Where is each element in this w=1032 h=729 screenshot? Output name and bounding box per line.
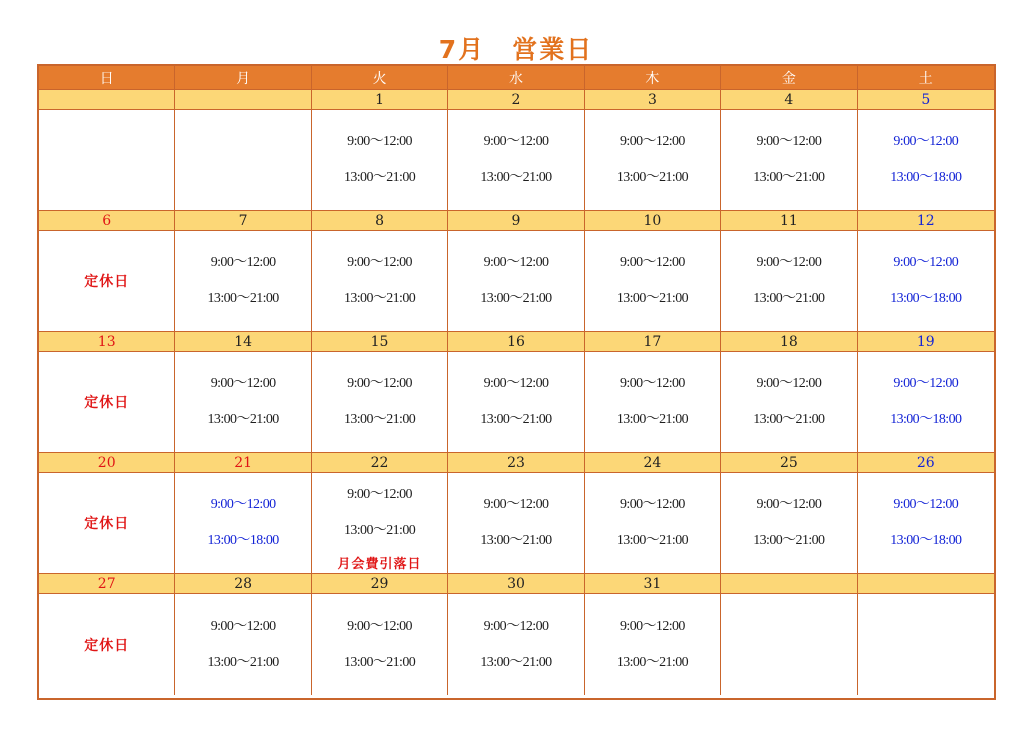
day-cell	[448, 231, 584, 332]
day-cell	[721, 352, 857, 453]
morning-hours: 9:00～12:00	[483, 376, 549, 391]
date-number: 11	[721, 211, 857, 231]
date-number: 16	[448, 332, 584, 352]
day-cell	[858, 473, 994, 574]
date-number: 9	[448, 211, 584, 231]
morning-hours: 9:00～12:00	[483, 134, 549, 149]
date-number: 21	[175, 453, 311, 473]
date-number	[858, 574, 994, 594]
day-cell	[585, 110, 721, 211]
morning-hours: 9:00～12:00	[347, 255, 412, 270]
date-number: 25	[721, 453, 857, 473]
day-cell	[39, 110, 175, 211]
day-cell	[585, 231, 721, 332]
day-cell	[175, 594, 311, 695]
morning-hours: 9:00～12:00	[756, 134, 822, 149]
date-number: 15	[312, 332, 448, 352]
day-cell	[312, 352, 448, 453]
morning-hours: 9:00～12:00	[483, 618, 549, 634]
morning-hours: 9:00～12:00	[210, 618, 276, 634]
day-cell	[585, 473, 721, 574]
afternoon-hours: 13:00～18:00	[890, 533, 962, 548]
weekday-header-fri: 金	[721, 66, 857, 90]
afternoon-hours: 13:00～21:00	[753, 291, 825, 306]
afternoon-hours: 13:00～21:00	[753, 412, 825, 427]
morning-hours: 9:00～12:00	[347, 376, 412, 391]
date-number: 31	[585, 574, 721, 594]
afternoon-hours: 13:00～21:00	[343, 412, 416, 427]
day-cell	[721, 473, 857, 574]
afternoon-hours: 13:00～21:00	[616, 654, 689, 670]
date-number: 5	[858, 90, 994, 110]
day-cell	[39, 352, 175, 453]
afternoon-hours: 13:00～21:00	[480, 291, 552, 306]
day-cell	[175, 110, 311, 211]
closed-day-label: 定休日	[84, 395, 130, 411]
morning-hours: 9:00～12:00	[347, 618, 412, 634]
day-cell	[39, 231, 175, 332]
date-number: 17	[585, 332, 721, 352]
day-cell	[39, 594, 175, 695]
closed-day-label: 定休日	[84, 516, 130, 532]
date-number	[39, 90, 175, 110]
date-number	[721, 574, 857, 594]
date-number: 14	[175, 332, 311, 352]
morning-hours: 9:00～12:00	[483, 497, 549, 512]
date-number	[175, 90, 311, 110]
date-number: 4	[721, 90, 857, 110]
morning-hours: 9:00～12:00	[620, 134, 685, 149]
afternoon-hours: 13:00～21:00	[616, 412, 689, 427]
day-cell	[448, 110, 584, 211]
afternoon-hours: 13:00～21:00	[753, 533, 825, 548]
afternoon-hours: 13:00～18:00	[890, 291, 962, 306]
closed-day-label: 定休日	[84, 274, 130, 290]
weekday-header-tue: 火	[312, 66, 448, 90]
morning-hours: 9:00～12:00	[893, 134, 959, 149]
day-cell	[448, 594, 584, 695]
page-title: 7月 営業日	[438, 35, 594, 64]
date-number: 23	[448, 453, 584, 473]
day-cell	[175, 473, 311, 574]
date-number: 12	[858, 211, 994, 231]
weekday-header-mon: 月	[175, 66, 311, 90]
afternoon-hours: 13:00～21:00	[480, 170, 552, 185]
morning-hours: 9:00～12:00	[756, 255, 822, 270]
day-cell	[312, 110, 448, 211]
morning-hours: 9:00～12:00	[620, 255, 685, 270]
afternoon-hours: 13:00～21:00	[753, 170, 825, 185]
closed-day-label: 定休日	[84, 637, 130, 654]
day-cell	[858, 231, 994, 332]
date-number: 1	[312, 90, 448, 110]
date-number: 30	[448, 574, 584, 594]
afternoon-hours: 13:00～18:00	[890, 170, 962, 185]
day-cell	[721, 231, 857, 332]
afternoon-hours: 13:00～21:00	[480, 654, 552, 670]
date-number: 29	[312, 574, 448, 594]
weekday-header-thu: 木	[585, 66, 721, 90]
day-cell	[585, 352, 721, 453]
afternoon-hours: 13:00～21:00	[343, 170, 416, 185]
afternoon-hours: 13:00～21:00	[480, 412, 552, 427]
date-number: 3	[585, 90, 721, 110]
date-number: 10	[585, 211, 721, 231]
day-cell	[585, 594, 721, 695]
day-cell	[175, 352, 311, 453]
morning-hours: 9:00～12:00	[620, 618, 685, 634]
afternoon-hours: 13:00～21:00	[616, 533, 689, 548]
weekday-header-wed: 水	[448, 66, 584, 90]
date-number: 13	[39, 332, 175, 352]
date-number: 2	[448, 90, 584, 110]
weekday-header-sat: 土	[858, 66, 994, 90]
day-cell	[312, 594, 448, 695]
afternoon-hours: 13:00～21:00	[207, 412, 279, 427]
morning-hours: 9:00～12:00	[210, 255, 276, 270]
morning-hours: 9:00～12:00	[893, 376, 959, 391]
morning-hours: 9:00～12:00	[210, 376, 276, 391]
day-cell	[721, 594, 857, 695]
day-cell	[858, 110, 994, 211]
date-number: 6	[39, 211, 175, 231]
date-number: 20	[39, 453, 175, 473]
calendar-grid	[37, 64, 996, 700]
afternoon-hours: 13:00～21:00	[343, 291, 416, 306]
day-cell	[175, 231, 311, 332]
weekday-header-sun: 日	[39, 66, 175, 90]
morning-hours: 9:00～12:00	[756, 497, 822, 512]
day-note: 月会費引落日	[337, 557, 422, 572]
morning-hours: 9:00～12:00	[893, 255, 959, 270]
afternoon-hours: 13:00～21:00	[480, 533, 552, 548]
morning-hours: 9:00～12:00	[620, 376, 685, 391]
morning-hours: 9:00～12:00	[347, 487, 412, 502]
afternoon-hours: 13:00～21:00	[616, 291, 689, 306]
morning-hours: 9:00～12:00	[756, 376, 822, 391]
date-number: 26	[858, 453, 994, 473]
date-number: 7	[175, 211, 311, 231]
day-cell	[39, 473, 175, 574]
morning-hours: 9:00～12:00	[347, 134, 412, 149]
afternoon-hours: 13:00～21:00	[343, 654, 416, 670]
morning-hours: 9:00～12:00	[620, 497, 685, 512]
date-number: 8	[312, 211, 448, 231]
morning-hours: 9:00～12:00	[893, 497, 959, 512]
day-cell	[448, 352, 584, 453]
day-cell	[858, 594, 994, 695]
date-number: 18	[721, 332, 857, 352]
day-cell	[312, 473, 448, 574]
date-number: 22	[312, 453, 448, 473]
day-cell	[721, 110, 857, 211]
day-cell	[312, 231, 448, 332]
morning-hours: 9:00～12:00	[483, 255, 549, 270]
afternoon-hours: 13:00～21:00	[616, 170, 689, 185]
afternoon-hours: 13:00～21:00	[207, 291, 279, 306]
date-number: 28	[175, 574, 311, 594]
afternoon-hours: 13:00～18:00	[207, 533, 279, 548]
day-cell	[858, 352, 994, 453]
day-cell	[448, 473, 584, 574]
morning-hours: 9:00～12:00	[210, 497, 276, 512]
afternoon-hours: 13:00～21:00	[343, 523, 416, 538]
afternoon-hours: 13:00～18:00	[890, 412, 962, 427]
afternoon-hours: 13:00～21:00	[207, 654, 279, 670]
date-number: 24	[585, 453, 721, 473]
date-number: 27	[39, 574, 175, 594]
date-number: 19	[858, 332, 994, 352]
